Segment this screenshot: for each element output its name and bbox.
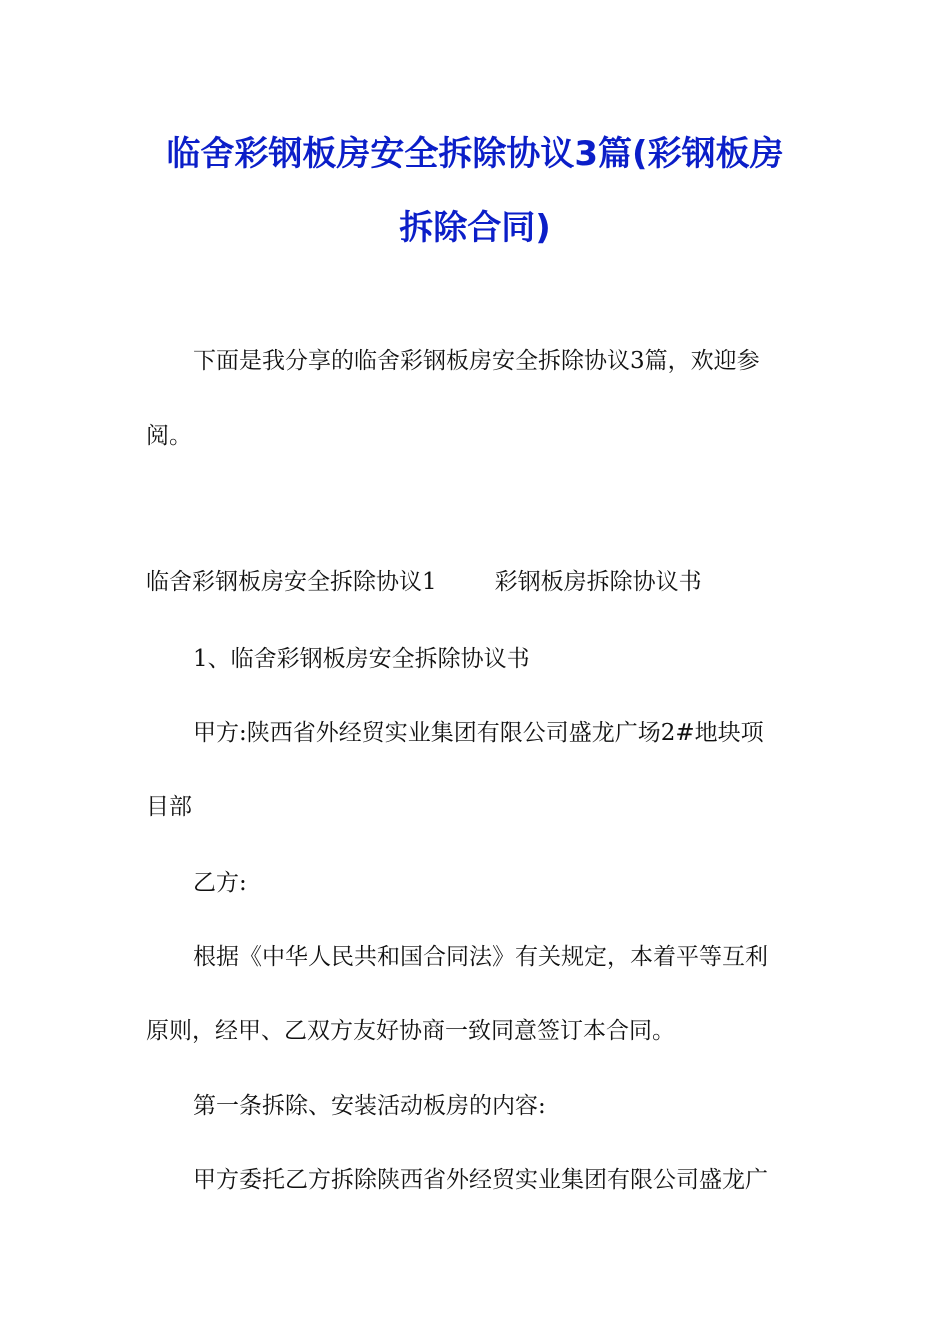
document-title-line-2: 拆除合同)	[399, 208, 551, 248]
intro-paragraph-line-1: 下面是我分享的临舍彩钢板房安全拆除协议3篇，欢迎参	[193, 348, 760, 374]
intro-paragraph-line-2: 阅。	[146, 423, 192, 449]
basis-paragraph-line-2: 原则，经甲、乙双方友好协商一致同意签订本合同。	[146, 1018, 675, 1044]
article-1-heading: 第一条拆除、安装活动板房的内容:	[193, 1093, 546, 1119]
item-1-heading: 1、临舍彩钢板房安全拆除协议书	[193, 646, 530, 672]
section-heading-subtitle: 彩钢板房拆除协议书	[494, 569, 702, 595]
party-a-line-2: 目部	[146, 794, 192, 820]
party-b: 乙方:	[193, 870, 247, 896]
party-a-line-1: 甲方:陕西省外经贸实业集团有限公司盛龙广场2#地块项	[193, 720, 764, 746]
document-title-line-1: 临舍彩钢板房安全拆除协议3篇(彩钢板房	[166, 134, 784, 174]
section-heading-title: 临舍彩钢板房安全拆除协议1	[146, 569, 437, 595]
section-heading	[146, 568, 702, 596]
basis-paragraph-line-1: 根据《中华人民共和国合同法》有关规定，本着平等互利	[193, 944, 768, 970]
commission-paragraph-line-1: 甲方委托乙方拆除陕西省外经贸实业集团有限公司盛龙广	[193, 1167, 768, 1193]
